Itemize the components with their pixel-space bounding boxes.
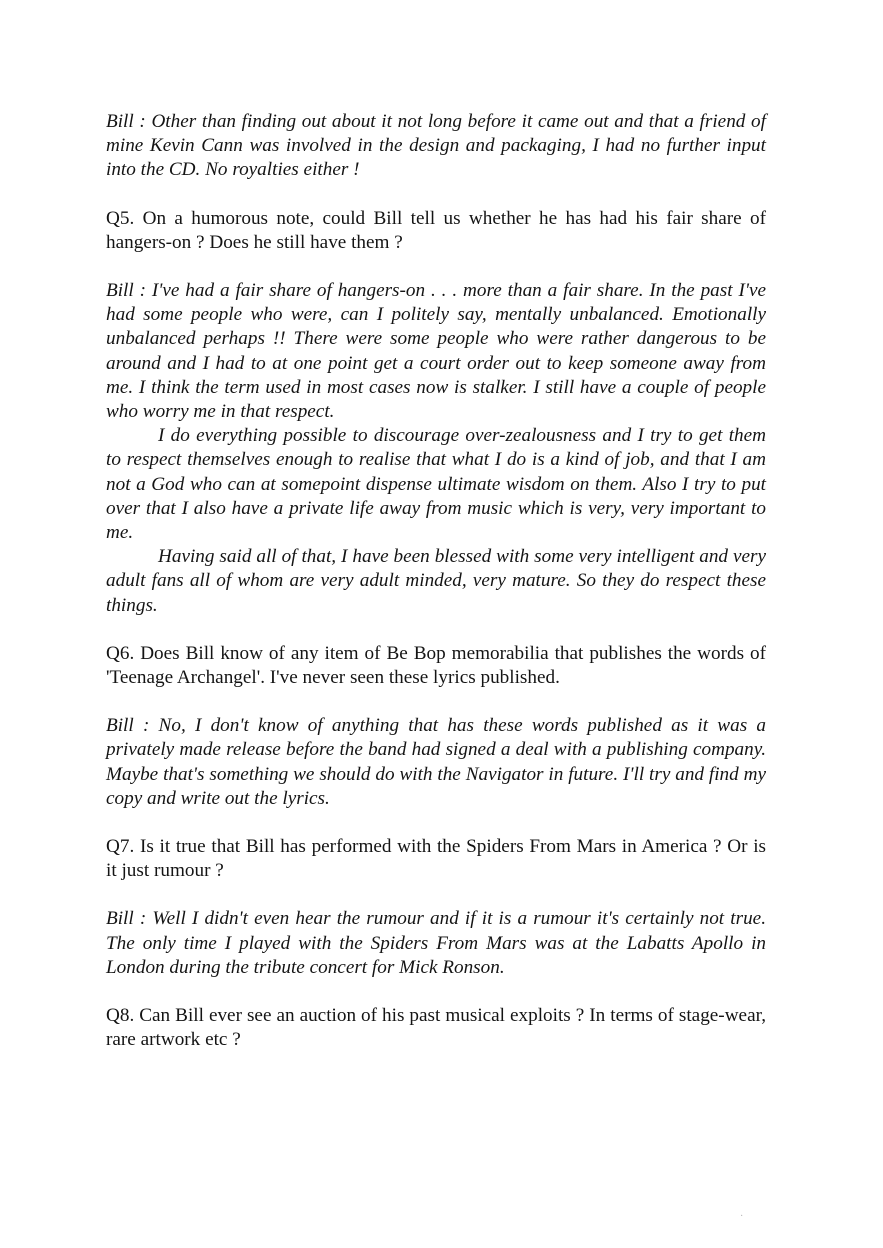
question-q6: Q6. Does Bill know of any item of Be Bop memorabilia that publishes the words of 'Teenage Archangel'. I've never seen these lyrics published. [106, 642, 766, 689]
question-q8: Q8. Can Bill ever see an auction of his past musical exploits ? In terms of stage-wear, rare artwork etc ? [106, 1005, 766, 1051]
answer-q7-paragraph: Bill : Well I didn't even hear the rumour and if it is a rumour it's certainly not true. The only time I played with the Spiders From Mars was at the Labatts Apollo in London during the tribute concert for Mick Ronson. [106, 908, 766, 978]
answer-q5-paragraph-1: Bill : I've had a fair share of hangers-on . . . more than a fair share. In the past I've had some people who were, can I politely say, mentally unbalanced. Emotionally unbalanced perhaps !! There were some people who were rather dangerous to be around and I had to at one point get a court order out to keep someone away from me. I think the term used in most cases now is stalker. I still have a couple of people who worry me in that respect. [106, 280, 766, 423]
question-q5: Q5. On a humorous note, could Bill tell us whether he has had his fair share of hangers-on ? Does he still have them ? [106, 207, 766, 253]
document-page [106, 110, 766, 1053]
answer-q4-paragraph: Bill : Other than finding out about it not long before it came out and that a friend of mine Kevin Cann was involved in the design and packaging, I had no further input into the CD. No royalties either ! [106, 111, 766, 181]
scan-speck: · [740, 1211, 744, 1222]
question-q7: Q7. Is it true that Bill has performed with the Spiders From Mars in America ? Or is it just rumour ? [106, 836, 766, 882]
answer-q5-paragraph-3: Having said all of that, I have been blessed with some very intelligent and very adult fans all of whom are very adult minded, very mature. So they do respect these things. [106, 546, 766, 616]
answer-q5-paragraph-2: I do everything possible to discourage over-zealousness and I try to get them to respect themselves enough to realise that what I do is a kind of job, and that I am not a God who can at somepoint dispense ultimate wisdom on them. Also I try to put over that I also have a private life away from music which is very, very important to me. [106, 425, 766, 544]
answer-q6-paragraph: Bill : No, I don't know of anything that has these words published as it was a privately made release before the band had signed a deal with a publishing company. Maybe that's something we should do with the Navigator in future. I'll try and find my copy and write out the lyrics. [106, 715, 766, 809]
